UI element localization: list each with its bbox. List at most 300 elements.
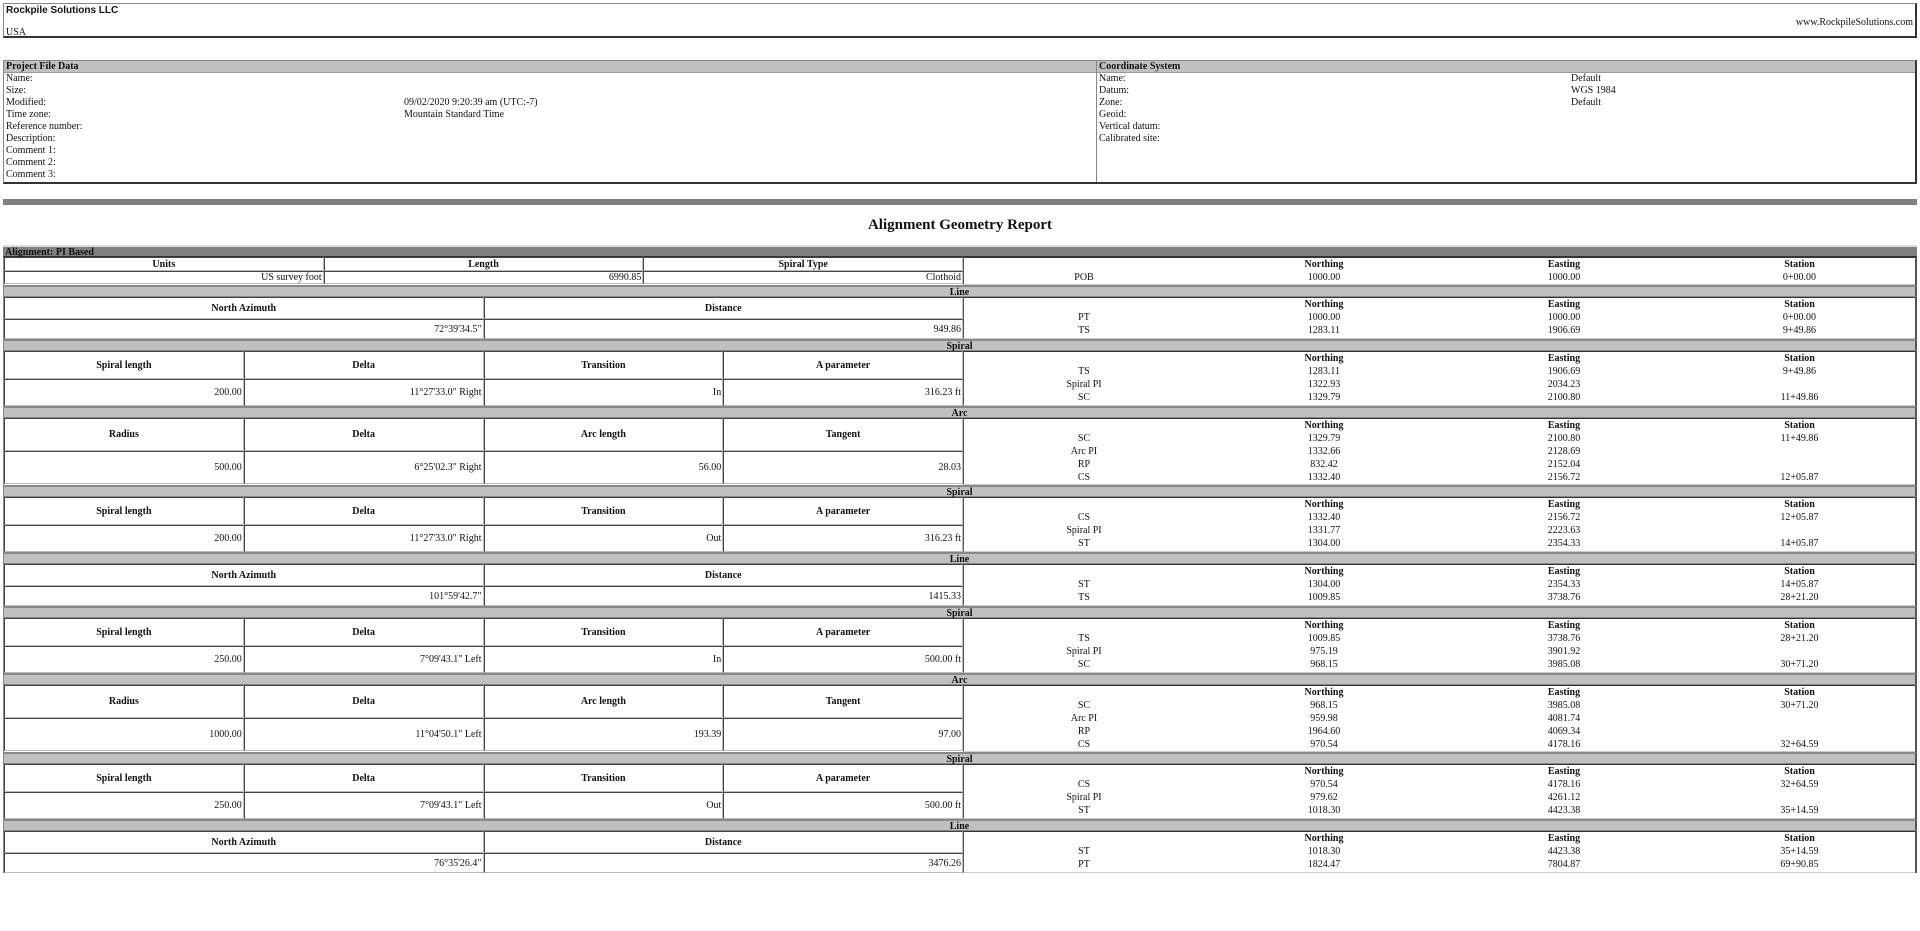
point-station xyxy=(1684,524,1915,537)
parameter-value: 316.23 ft xyxy=(723,525,963,552)
point-name: RP xyxy=(1077,458,1091,470)
point-table-header xyxy=(964,765,1915,778)
point-station xyxy=(1684,712,1915,725)
point-name: TS xyxy=(1078,591,1090,603)
section-type-arc: Arc xyxy=(3,406,1917,418)
point-name: Spiral PI xyxy=(1066,645,1102,657)
point-name-header xyxy=(964,832,1204,845)
parameter-header: Spiral Type xyxy=(643,257,963,271)
point-easting: 4261.12 xyxy=(1547,791,1581,803)
point-name: TS xyxy=(1078,632,1090,644)
project-file-data-panel xyxy=(4,61,1097,182)
section-points xyxy=(963,497,1915,552)
point-station: 32+64.59 xyxy=(1780,738,1819,750)
point-table xyxy=(964,565,1915,604)
easting-header: Easting xyxy=(1547,619,1581,631)
point-easting: 1906.69 xyxy=(1547,324,1581,336)
parameter-grid xyxy=(4,618,963,673)
parameter-header: Delta xyxy=(244,497,484,525)
parameter-value: 949.86 xyxy=(484,319,964,339)
project-field-value: Mountain Standard Time xyxy=(404,109,505,120)
parameter-value: 193.39 xyxy=(484,718,724,751)
section-parameters xyxy=(4,618,963,673)
station-header: Station xyxy=(1784,298,1815,310)
parameter-header: Units xyxy=(4,257,324,271)
easting-header: Easting xyxy=(1547,352,1581,364)
coord-field-label: Geoid: xyxy=(1099,109,1127,120)
point-station: 28+21.20 xyxy=(1780,591,1819,603)
point-northing: 970.54 xyxy=(1310,778,1338,790)
section-points xyxy=(963,418,1915,485)
point-row xyxy=(964,378,1915,391)
point-easting: 1000.00 xyxy=(1547,271,1581,283)
point-northing: 1304.00 xyxy=(1307,578,1341,590)
point-station xyxy=(1684,645,1915,658)
northing-header: Northing xyxy=(1304,419,1344,431)
easting-header: Easting xyxy=(1547,765,1581,777)
parameter-value: 97.00 xyxy=(723,718,963,751)
parameter-header: A parameter xyxy=(723,497,963,525)
coord-field-label: Name: xyxy=(1099,73,1126,84)
point-easting: 7804.87 xyxy=(1547,858,1581,870)
point-row xyxy=(964,791,1915,804)
section-points xyxy=(963,831,1915,873)
point-name: SC xyxy=(1077,658,1091,670)
point-northing: 975.19 xyxy=(1310,645,1338,657)
section-parameters xyxy=(4,564,963,606)
point-station: 30+71.20 xyxy=(1780,658,1819,670)
parameter-value: 500.00 ft xyxy=(723,792,963,819)
point-row xyxy=(964,845,1915,858)
project-field-label: Comment 3: xyxy=(6,169,56,180)
point-name: PT xyxy=(1078,311,1090,323)
section-points xyxy=(963,257,1915,285)
point-station: 30+71.20 xyxy=(1780,699,1819,711)
project-field-row xyxy=(4,97,1096,109)
coord-field-value: Default xyxy=(1571,73,1601,84)
point-northing: 1304.00 xyxy=(1307,537,1341,549)
parameter-value: In xyxy=(484,646,724,673)
alignment-header: Alignment: PI Based xyxy=(3,245,1917,257)
easting-header: Easting xyxy=(1547,258,1581,270)
parameter-grid xyxy=(4,685,963,752)
section-type-spiral: Spiral xyxy=(3,606,1917,618)
easting-header: Easting xyxy=(1547,832,1581,844)
point-name-header xyxy=(964,298,1204,311)
parameter-grid xyxy=(4,497,963,552)
northing-header: Northing xyxy=(1304,258,1344,270)
info-section xyxy=(3,60,1917,184)
point-easting: 2354.33 xyxy=(1547,578,1581,590)
company-name: Rockpile Solutions LLC xyxy=(6,5,119,16)
parameter-header: Distance xyxy=(484,564,964,586)
station-header: Station xyxy=(1784,686,1815,698)
project-field-label: Size: xyxy=(6,85,26,96)
parameter-value: 6990.85 xyxy=(324,271,644,284)
point-easting: 1000.00 xyxy=(1547,311,1581,323)
geometry-section xyxy=(3,831,1917,873)
point-name: ST xyxy=(1078,804,1090,816)
point-row xyxy=(964,524,1915,537)
point-row xyxy=(964,858,1915,871)
parameter-value: In xyxy=(484,379,724,406)
parameter-value: Out xyxy=(484,525,724,552)
parameter-header: Delta xyxy=(244,618,484,646)
point-table xyxy=(964,832,1915,871)
geometry-section xyxy=(3,618,1917,673)
point-easting: 3985.08 xyxy=(1547,658,1581,670)
point-name-header xyxy=(964,498,1204,511)
point-easting: 1906.69 xyxy=(1547,365,1581,377)
point-row xyxy=(964,324,1915,337)
point-station: 32+64.59 xyxy=(1780,778,1819,790)
section-points xyxy=(963,764,1915,819)
point-northing: 979.62 xyxy=(1310,791,1338,803)
project-field-label: Reference number: xyxy=(6,121,83,132)
section-parameters xyxy=(4,497,963,552)
geometry-section xyxy=(3,497,1917,552)
coord-field-row xyxy=(1097,73,1915,85)
point-station xyxy=(1684,458,1915,471)
point-name: ST xyxy=(1078,537,1090,549)
point-row xyxy=(964,432,1915,445)
point-northing: 1824.47 xyxy=(1307,858,1341,870)
point-table xyxy=(964,258,1915,284)
point-table-header xyxy=(964,498,1915,511)
coord-field-row xyxy=(1097,121,1915,133)
point-easting: 3738.76 xyxy=(1547,632,1581,644)
parameter-header: Spiral length xyxy=(4,764,244,792)
project-field-row xyxy=(4,85,1096,97)
point-name-header xyxy=(964,352,1204,365)
parameter-value: 28.03 xyxy=(723,451,963,484)
parameter-header: Transition xyxy=(484,618,724,646)
section-parameters xyxy=(4,764,963,819)
parameter-header: Delta xyxy=(244,685,484,718)
point-name-header xyxy=(964,565,1204,578)
parameter-header: Delta xyxy=(244,418,484,451)
parameter-grid xyxy=(4,764,963,819)
point-station: 12+05.87 xyxy=(1780,511,1819,523)
parameter-header: North Azimuth xyxy=(4,564,484,586)
point-name: CS xyxy=(1077,511,1091,523)
parameter-grid xyxy=(4,297,963,339)
parameter-value: 7°09'43.1" Left xyxy=(244,646,484,673)
point-station: 35+14.59 xyxy=(1780,804,1819,816)
parameter-header: Arc length xyxy=(484,418,724,451)
northing-header: Northing xyxy=(1304,565,1344,577)
point-name-header xyxy=(964,419,1204,432)
parameter-header: Spiral length xyxy=(4,351,244,379)
point-table xyxy=(964,352,1915,404)
point-row xyxy=(964,471,1915,484)
point-table-header xyxy=(964,832,1915,845)
project-field-row xyxy=(4,73,1096,85)
coordinate-system-panel xyxy=(1097,61,1915,182)
point-row xyxy=(964,311,1915,324)
point-easting: 4178.16 xyxy=(1547,738,1581,750)
parameter-header: Distance xyxy=(484,831,964,853)
parameter-value: 56.00 xyxy=(484,451,724,484)
point-station: 35+14.59 xyxy=(1780,845,1819,857)
easting-header: Easting xyxy=(1547,498,1581,510)
point-name: TS xyxy=(1078,365,1090,377)
parameter-value: 72°39'34.5" xyxy=(4,319,484,339)
section-type-line: Line xyxy=(3,552,1917,564)
point-northing: 1018.30 xyxy=(1307,845,1341,857)
point-row xyxy=(964,445,1915,458)
point-name-header xyxy=(964,686,1204,699)
coord-field-row xyxy=(1097,133,1915,145)
point-table-header xyxy=(964,298,1915,311)
station-header: Station xyxy=(1784,258,1815,270)
easting-header: Easting xyxy=(1547,419,1581,431)
project-field-label: Comment 2: xyxy=(6,157,56,168)
parameter-grid xyxy=(4,831,963,873)
coord-field-value: Default xyxy=(1571,97,1601,108)
section-type-line: Line xyxy=(3,285,1917,297)
point-northing: 970.54 xyxy=(1310,738,1338,750)
northing-header: Northing xyxy=(1304,298,1344,310)
section-parameters xyxy=(4,685,963,752)
point-northing: 1332.40 xyxy=(1307,471,1341,483)
parameter-header: Spiral length xyxy=(4,618,244,646)
parameter-header: Tangent xyxy=(723,418,963,451)
parameter-header: A parameter xyxy=(723,764,963,792)
geometry-section xyxy=(3,297,1917,339)
point-row xyxy=(964,804,1915,817)
point-name: CS xyxy=(1077,778,1091,790)
parameter-value: 500.00 xyxy=(4,451,244,484)
point-station xyxy=(1684,791,1915,804)
point-easting: 2354.33 xyxy=(1547,537,1581,549)
point-row xyxy=(964,725,1915,738)
project-field-row xyxy=(4,109,1096,121)
point-station: 14+05.87 xyxy=(1780,537,1819,549)
point-table xyxy=(964,619,1915,671)
point-northing: 1009.85 xyxy=(1307,591,1341,603)
project-field-label: Time zone: xyxy=(6,109,51,120)
parameter-header: Transition xyxy=(484,497,724,525)
point-name: SC xyxy=(1077,699,1091,711)
point-station: 9+49.86 xyxy=(1782,324,1817,336)
point-name: Spiral PI xyxy=(1066,524,1102,536)
project-field-label: Description: xyxy=(6,133,56,144)
point-station xyxy=(1684,445,1915,458)
project-field-value: 09/02/2020 9:20:39 am (UTC:-7) xyxy=(404,97,538,108)
parameter-grid xyxy=(4,351,963,406)
parameter-header: Radius xyxy=(4,418,244,451)
point-northing: 1332.66 xyxy=(1307,445,1341,457)
coord-field-label: Vertical datum: xyxy=(1099,121,1161,132)
company-country: USA xyxy=(6,27,27,38)
point-row xyxy=(964,511,1915,524)
point-easting: 2034.23 xyxy=(1547,378,1581,390)
section-points xyxy=(963,618,1915,673)
point-row xyxy=(964,778,1915,791)
point-table-header xyxy=(964,258,1915,271)
coord-field-label: Calibrated site: xyxy=(1099,133,1160,144)
parameter-value: 7°09'43.1" Left xyxy=(244,792,484,819)
report-body xyxy=(3,257,1917,873)
section-type-spiral: Spiral xyxy=(3,485,1917,497)
point-row xyxy=(964,699,1915,712)
point-easting: 2128.69 xyxy=(1547,445,1581,457)
project-field-label: Comment 1: xyxy=(6,145,56,156)
point-row xyxy=(964,645,1915,658)
station-header: Station xyxy=(1784,832,1815,844)
section-parameters xyxy=(4,418,963,485)
parameter-header: Length xyxy=(324,257,644,271)
point-row xyxy=(964,712,1915,725)
point-northing: 1329.79 xyxy=(1307,391,1341,403)
station-header: Station xyxy=(1784,352,1815,364)
geometry-section xyxy=(3,685,1917,752)
point-station: 69+90.85 xyxy=(1780,858,1819,870)
point-northing: 1964.60 xyxy=(1307,725,1341,737)
company-website: www.RockpileSolutions.com xyxy=(1795,17,1913,28)
coord-field-label: Datum: xyxy=(1099,85,1129,96)
parameter-value: 250.00 xyxy=(4,792,244,819)
project-field-label: Name: xyxy=(6,73,33,84)
point-northing: 968.15 xyxy=(1310,658,1338,670)
point-row xyxy=(964,738,1915,751)
parameter-header: Tangent xyxy=(723,685,963,718)
point-name: SC xyxy=(1077,432,1091,444)
northing-header: Northing xyxy=(1304,686,1344,698)
parameter-value: 3476.26 xyxy=(484,853,964,873)
point-name: Spiral PI xyxy=(1066,791,1102,803)
point-easting: 3901.92 xyxy=(1547,645,1581,657)
point-easting: 3985.08 xyxy=(1547,699,1581,711)
point-northing: 1009.85 xyxy=(1307,632,1341,644)
point-table-header xyxy=(964,419,1915,432)
point-name: PT xyxy=(1078,858,1090,870)
section-parameters xyxy=(4,257,963,285)
point-station: 9+49.86 xyxy=(1782,365,1817,377)
project-field-label: Modified: xyxy=(6,97,46,108)
point-name: Arc PI xyxy=(1070,712,1098,724)
project-field-row xyxy=(4,121,1096,133)
easting-header: Easting xyxy=(1547,298,1581,310)
point-easting: 4423.38 xyxy=(1547,845,1581,857)
parameter-header: North Azimuth xyxy=(4,297,484,319)
parameter-value: 76°35'26.4" xyxy=(4,853,484,873)
geometry-section xyxy=(3,351,1917,406)
parameter-value: 1415.33 xyxy=(484,586,964,606)
parameter-value: 250.00 xyxy=(4,646,244,673)
section-points xyxy=(963,564,1915,606)
point-name: TS xyxy=(1078,324,1090,336)
point-table-header xyxy=(964,352,1915,365)
section-parameters xyxy=(4,351,963,406)
point-row xyxy=(964,365,1915,378)
point-easting: 4069.34 xyxy=(1547,725,1581,737)
point-station: 11+49.86 xyxy=(1780,432,1819,444)
northing-header: Northing xyxy=(1304,832,1344,844)
parameter-value: 11°04'50.1" Left xyxy=(244,718,484,751)
point-easting: 4178.16 xyxy=(1547,778,1581,790)
geometry-section xyxy=(3,418,1917,485)
parameter-header: Arc length xyxy=(484,685,724,718)
point-row xyxy=(964,458,1915,471)
parameter-value: 1000.00 xyxy=(4,718,244,751)
geometry-section xyxy=(3,564,1917,606)
point-easting: 4423.38 xyxy=(1547,804,1581,816)
station-header: Station xyxy=(1784,619,1815,631)
point-name: ST xyxy=(1078,845,1090,857)
easting-header: Easting xyxy=(1547,686,1581,698)
northing-header: Northing xyxy=(1304,619,1344,631)
point-station: 12+05.87 xyxy=(1780,471,1819,483)
parameter-header: Spiral length xyxy=(4,497,244,525)
point-station: 14+05.87 xyxy=(1780,578,1819,590)
northing-header: Northing xyxy=(1304,765,1344,777)
point-station: 0+00.00 xyxy=(1782,311,1817,323)
parameter-value: Out xyxy=(484,792,724,819)
point-easting: 3738.76 xyxy=(1547,591,1581,603)
station-header: Station xyxy=(1784,419,1815,431)
point-northing: 832.42 xyxy=(1310,458,1338,470)
point-northing: 1283.11 xyxy=(1307,324,1341,336)
point-name-header xyxy=(964,619,1204,632)
point-name: SC xyxy=(1077,391,1091,403)
geometry-section xyxy=(3,257,1917,285)
section-points xyxy=(963,351,1915,406)
parameter-header: Delta xyxy=(244,351,484,379)
point-name: ST xyxy=(1078,578,1090,590)
point-table xyxy=(964,419,1915,484)
point-name: CS xyxy=(1077,471,1091,483)
point-northing: 1283.11 xyxy=(1307,365,1341,377)
point-row xyxy=(964,578,1915,591)
coord-field-row xyxy=(1097,97,1915,109)
point-easting: 2100.80 xyxy=(1547,391,1581,403)
easting-header: Easting xyxy=(1547,565,1581,577)
parameter-header: Radius xyxy=(4,685,244,718)
point-northing: 1000.00 xyxy=(1307,311,1341,323)
point-table xyxy=(964,686,1915,751)
point-station: 11+49.86 xyxy=(1780,391,1819,403)
coordinate-system-header: Coordinate System xyxy=(1097,61,1915,73)
section-parameters xyxy=(4,297,963,339)
point-name: Spiral PI xyxy=(1066,378,1102,390)
point-station xyxy=(1684,725,1915,738)
parameter-grid xyxy=(4,257,963,285)
parameter-header: A parameter xyxy=(723,351,963,379)
point-northing: 968.15 xyxy=(1310,699,1338,711)
point-row xyxy=(964,632,1915,645)
point-northing: 959.98 xyxy=(1310,712,1338,724)
parameter-value: US survey foot xyxy=(4,271,324,284)
parameter-grid xyxy=(4,418,963,485)
company-header xyxy=(3,3,1917,38)
point-station: 28+21.20 xyxy=(1780,632,1819,644)
point-name: POB xyxy=(1074,271,1094,283)
northing-header: Northing xyxy=(1304,352,1344,364)
point-easting: 2223.63 xyxy=(1547,524,1581,536)
station-header: Station xyxy=(1784,498,1815,510)
point-station: 0+00.00 xyxy=(1782,271,1817,283)
coord-field-label: Zone: xyxy=(1099,97,1123,108)
coord-field-row xyxy=(1097,109,1915,121)
point-northing: 1322.93 xyxy=(1307,378,1341,390)
report-title: Alignment Geometry Report xyxy=(867,217,1053,233)
parameter-value: 11°27'33.0" Right xyxy=(244,525,484,552)
point-table xyxy=(964,498,1915,550)
parameter-grid xyxy=(4,564,963,606)
divider-bar xyxy=(3,199,1917,205)
